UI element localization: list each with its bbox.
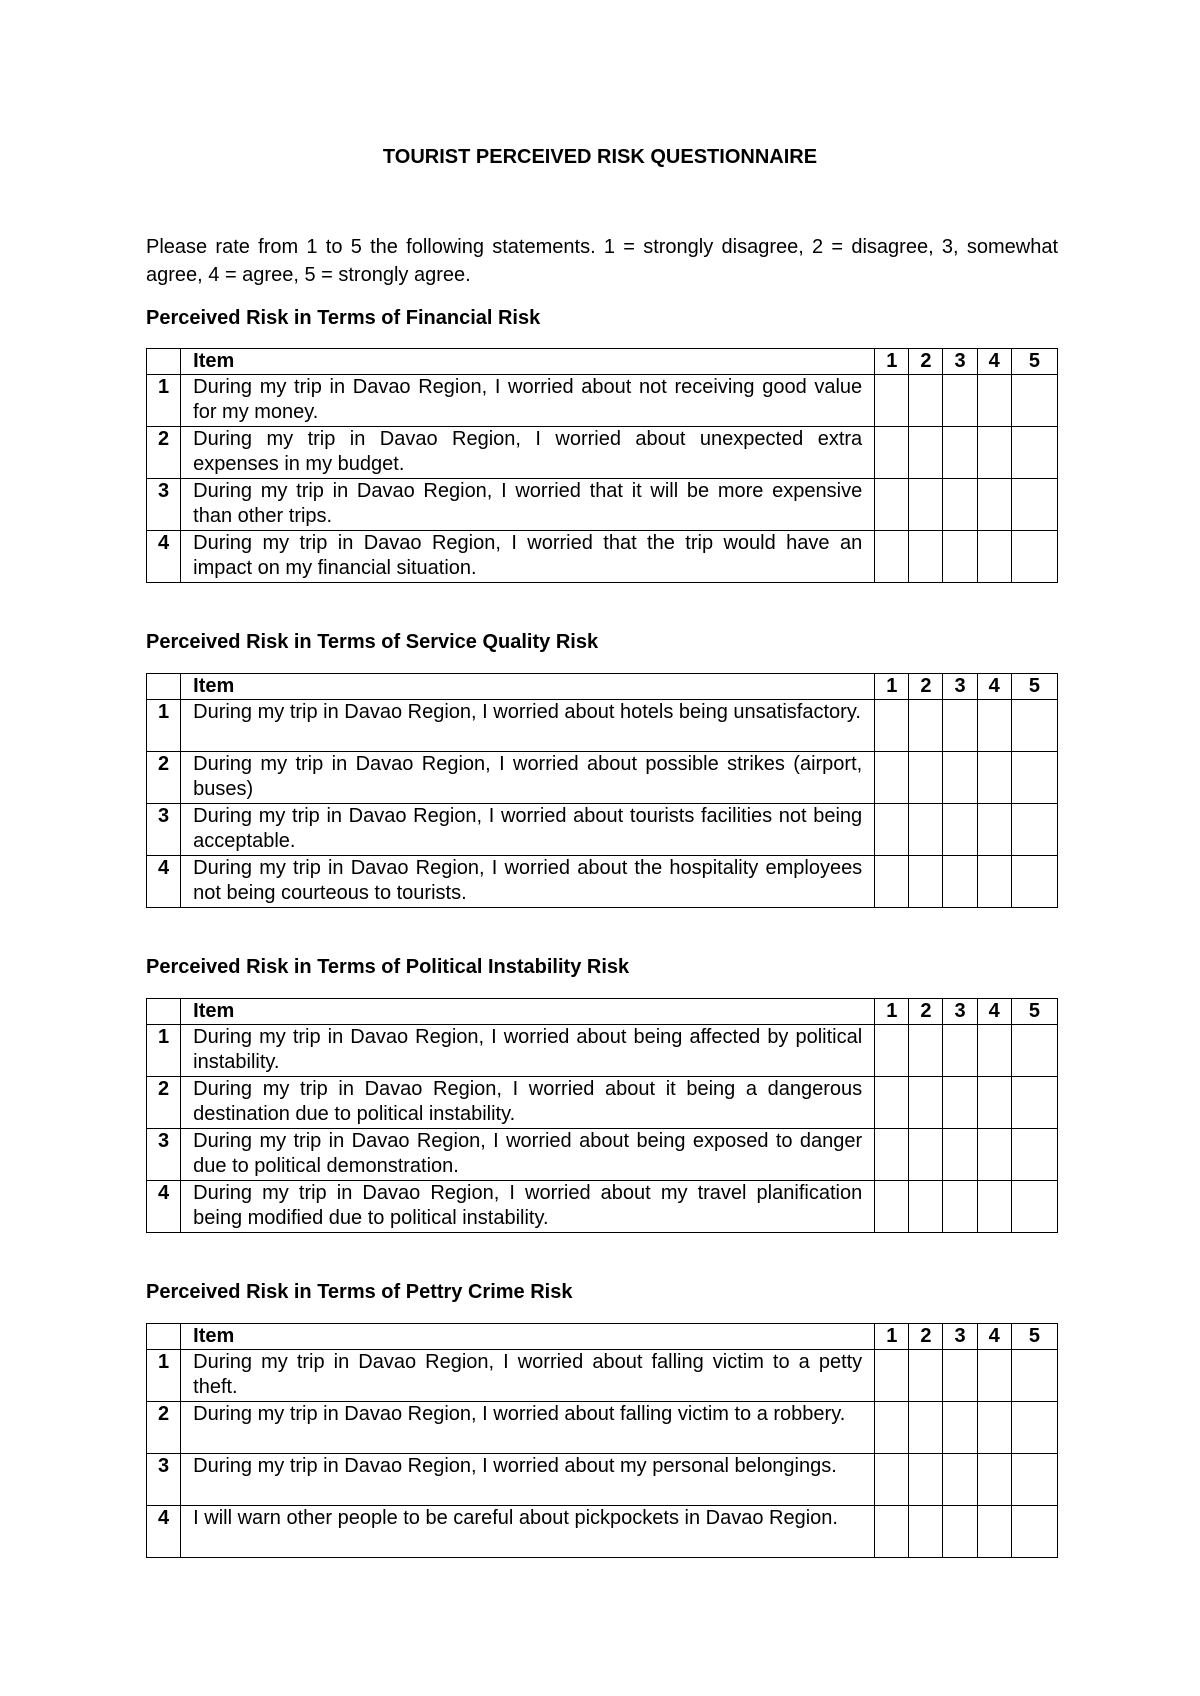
- rating-cell-5[interactable]: [1011, 804, 1057, 856]
- header-score-1: 1: [875, 999, 909, 1025]
- rating-cell-1[interactable]: [875, 427, 909, 479]
- item-statement: During my trip in Davao Region, I worried about tourists facilities not being acceptable.: [181, 804, 875, 856]
- item-statement: During my trip in Davao Region, I worried about falling victim to a petty theft.: [181, 1350, 875, 1402]
- section-heading-service-quality: Perceived Risk in Terms of Service Quality Risk: [146, 631, 599, 653]
- item-number: 4: [147, 1181, 181, 1233]
- table-row: [147, 856, 1058, 908]
- rating-cell-4[interactable]: [977, 531, 1011, 583]
- table-row: [147, 427, 1058, 479]
- rating-cell-5[interactable]: [1011, 1350, 1057, 1402]
- header-number-cell: [147, 674, 181, 700]
- item-statement: During my trip in Davao Region, I worried about my travel planification being modified due to political instability.: [181, 1181, 875, 1233]
- rating-cell-5[interactable]: [1011, 752, 1057, 804]
- rating-cell-3[interactable]: [943, 752, 977, 804]
- rating-cell-4[interactable]: [977, 856, 1011, 908]
- rating-cell-3[interactable]: [943, 856, 977, 908]
- item-statement: During my trip in Davao Region, I worried about unexpected extra expenses in my budget.: [181, 427, 875, 479]
- header-score-3: 3: [943, 1324, 977, 1350]
- rating-cell-4[interactable]: [977, 1402, 1011, 1454]
- section-heading-political-instability: Perceived Risk in Terms of Political Instability Risk: [146, 956, 630, 978]
- rating-table-petty-crime: [146, 1323, 1058, 1558]
- item-number: 3: [147, 804, 181, 856]
- item-statement: During my trip in Davao Region, I worried about being affected by political instability.: [181, 1025, 875, 1077]
- section-heading-financial: Perceived Risk in Terms of Financial Risk: [146, 307, 541, 329]
- rating-cell-1[interactable]: [875, 856, 909, 908]
- item-statement: During my trip in Davao Region, I worried about the hospitality employees not being courteous to tourists.: [181, 856, 875, 908]
- rating-cell-4[interactable]: [977, 1506, 1011, 1558]
- header-number-cell: [147, 999, 181, 1025]
- rating-cell-4[interactable]: [977, 752, 1011, 804]
- rating-cell-2[interactable]: [909, 804, 943, 856]
- header-score-3: 3: [943, 674, 977, 700]
- rating-cell-2[interactable]: [909, 752, 943, 804]
- rating-cell-4[interactable]: [977, 479, 1011, 531]
- rating-cell-1[interactable]: [875, 375, 909, 427]
- table-row: [147, 1025, 1058, 1077]
- rating-cell-1[interactable]: [875, 804, 909, 856]
- header-score-1: 1: [875, 1324, 909, 1350]
- item-number: 2: [147, 1402, 181, 1454]
- rating-cell-2[interactable]: [909, 1181, 943, 1233]
- rating-cell-5[interactable]: [1011, 1402, 1057, 1454]
- rating-cell-5[interactable]: [1011, 1077, 1057, 1129]
- rating-cell-5[interactable]: [1011, 427, 1057, 479]
- header-score-5: 5: [1011, 349, 1057, 375]
- rating-cell-5[interactable]: [1011, 700, 1057, 752]
- item-number: 3: [147, 1454, 181, 1506]
- item-number: 1: [147, 375, 181, 427]
- rating-cell-2[interactable]: [909, 479, 943, 531]
- rating-table-financial: [146, 348, 1058, 583]
- table-header-row: [147, 674, 1058, 700]
- rating-cell-1[interactable]: [875, 531, 909, 583]
- rating-cell-3[interactable]: [943, 1506, 977, 1558]
- item-statement: During my trip in Davao Region, I worried about hotels being unsatisfactory.: [181, 700, 875, 752]
- item-statement: During my trip in Davao Region, I worried that the trip would have an impact on my financial situation.: [181, 531, 875, 583]
- header-item-label: Item: [181, 999, 875, 1025]
- table-row: [147, 752, 1058, 804]
- rating-cell-2[interactable]: [909, 856, 943, 908]
- table-row: [147, 479, 1058, 531]
- header-score-1: 1: [875, 349, 909, 375]
- header-score-2: 2: [909, 674, 943, 700]
- table-header-row: [147, 349, 1058, 375]
- header-score-4: 4: [977, 349, 1011, 375]
- rating-cell-1[interactable]: [875, 1025, 909, 1077]
- table-row: [147, 1129, 1058, 1181]
- header-score-4: 4: [977, 999, 1011, 1025]
- table-row: [147, 1402, 1058, 1454]
- item-statement: During my trip in Davao Region, I worried about falling victim to a robbery.: [181, 1402, 875, 1454]
- header-score-2: 2: [909, 999, 943, 1025]
- table-row: [147, 804, 1058, 856]
- rating-cell-4[interactable]: [977, 1025, 1011, 1077]
- section-heading-petty-crime: Perceived Risk in Terms of Pettry Crime Risk: [146, 1281, 573, 1303]
- rating-cell-5[interactable]: [1011, 856, 1057, 908]
- item-statement: I will warn other people to be careful about pickpockets in Davao Region.: [181, 1506, 875, 1558]
- item-statement: During my trip in Davao Region, I worried about possible strikes (airport, buses): [181, 752, 875, 804]
- rating-cell-2[interactable]: [909, 1077, 943, 1129]
- header-score-2: 2: [909, 349, 943, 375]
- table-header-row: [147, 999, 1058, 1025]
- header-number-cell: [147, 349, 181, 375]
- page-title: TOURIST PERCEIVED RISK QUESTIONNAIRE: [382, 146, 818, 168]
- rating-cell-5[interactable]: [1011, 1454, 1057, 1506]
- header-score-1: 1: [875, 674, 909, 700]
- item-number: 1: [147, 1350, 181, 1402]
- rating-cell-4[interactable]: [977, 700, 1011, 752]
- rating-cell-1[interactable]: [875, 1077, 909, 1129]
- table-row: [147, 1181, 1058, 1233]
- rating-cell-5[interactable]: [1011, 479, 1057, 531]
- rating-cell-5[interactable]: [1011, 1506, 1057, 1558]
- rating-cell-1[interactable]: [875, 752, 909, 804]
- item-number: 3: [147, 1129, 181, 1181]
- item-number: 2: [147, 1077, 181, 1129]
- rating-cell-3[interactable]: [943, 1077, 977, 1129]
- rating-cell-1[interactable]: [875, 1402, 909, 1454]
- header-score-3: 3: [943, 349, 977, 375]
- rating-table-political-instability: [146, 998, 1058, 1233]
- table-row: [147, 531, 1058, 583]
- rating-cell-5[interactable]: [1011, 375, 1057, 427]
- item-statement: During my trip in Davao Region, I worried about it being a dangerous destination due to political instability.: [181, 1077, 875, 1129]
- item-statement: During my trip in Davao Region, I worried about my personal belongings.: [181, 1454, 875, 1506]
- rating-cell-4[interactable]: [977, 1350, 1011, 1402]
- rating-cell-1[interactable]: [875, 1454, 909, 1506]
- item-number: 1: [147, 700, 181, 752]
- rating-cell-3[interactable]: [943, 1025, 977, 1077]
- rating-table-service-quality: [146, 673, 1058, 908]
- rating-cell-4[interactable]: [977, 1129, 1011, 1181]
- rating-cell-2[interactable]: [909, 1506, 943, 1558]
- rating-cell-4[interactable]: [977, 1454, 1011, 1506]
- header-score-5: 5: [1011, 674, 1057, 700]
- header-item-label: Item: [181, 349, 875, 375]
- header-score-4: 4: [977, 1324, 1011, 1350]
- rating-cell-2[interactable]: [909, 427, 943, 479]
- rating-cell-2[interactable]: [909, 1454, 943, 1506]
- rating-cell-1[interactable]: [875, 700, 909, 752]
- item-statement: During my trip in Davao Region, I worried about not receiving good value for my money.: [181, 375, 875, 427]
- item-number: 3: [147, 479, 181, 531]
- rating-cell-2[interactable]: [909, 375, 943, 427]
- rating-cell-5[interactable]: [1011, 1181, 1057, 1233]
- rating-cell-3[interactable]: [943, 1350, 977, 1402]
- item-number: 4: [147, 531, 181, 583]
- rating-cell-3[interactable]: [943, 375, 977, 427]
- item-statement: During my trip in Davao Region, I worried that it will be more expensive than other trips.: [181, 479, 875, 531]
- rating-cell-3[interactable]: [943, 531, 977, 583]
- rating-cell-1[interactable]: [875, 479, 909, 531]
- rating-cell-1[interactable]: [875, 1506, 909, 1558]
- rating-cell-2[interactable]: [909, 1350, 943, 1402]
- item-statement: During my trip in Davao Region, I worried about being exposed to danger due to political demonstration.: [181, 1129, 875, 1181]
- rating-cell-3[interactable]: [943, 1402, 977, 1454]
- table-row: [147, 1350, 1058, 1402]
- rating-cell-5[interactable]: [1011, 1129, 1057, 1181]
- rating-cell-1[interactable]: [875, 1129, 909, 1181]
- item-number: 4: [147, 1506, 181, 1558]
- rating-cell-3[interactable]: [943, 479, 977, 531]
- header-number-cell: [147, 1324, 181, 1350]
- item-number: 1: [147, 1025, 181, 1077]
- rating-cell-4[interactable]: [977, 804, 1011, 856]
- rating-cell-1[interactable]: [875, 1181, 909, 1233]
- item-number: 2: [147, 427, 181, 479]
- table-row: [147, 700, 1058, 752]
- rating-cell-4[interactable]: [977, 427, 1011, 479]
- rating-cell-3[interactable]: [943, 1181, 977, 1233]
- table-row: [147, 1077, 1058, 1129]
- rating-cell-1[interactable]: [875, 1350, 909, 1402]
- rating-cell-3[interactable]: [943, 804, 977, 856]
- rating-cell-2[interactable]: [909, 1402, 943, 1454]
- header-item-label: Item: [181, 674, 875, 700]
- rating-cell-3[interactable]: [943, 427, 977, 479]
- rating-cell-4[interactable]: [977, 375, 1011, 427]
- instructions-text: Please rate from 1 to 5 the following statements. 1 = strongly disagree, 2 = disagree, 3, somewhat agree, 4 = agree, 5 = strongly agree.: [146, 236, 1058, 286]
- table-header-row: [147, 1324, 1058, 1350]
- rating-cell-2[interactable]: [909, 531, 943, 583]
- rating-cell-2[interactable]: [909, 1129, 943, 1181]
- table-row: [147, 375, 1058, 427]
- header-score-3: 3: [943, 999, 977, 1025]
- rating-cell-5[interactable]: [1011, 531, 1057, 583]
- rating-cell-4[interactable]: [977, 1181, 1011, 1233]
- rating-cell-2[interactable]: [909, 700, 943, 752]
- rating-cell-3[interactable]: [943, 1454, 977, 1506]
- rating-cell-3[interactable]: [943, 700, 977, 752]
- header-item-label: Item: [181, 1324, 875, 1350]
- rating-cell-2[interactable]: [909, 1025, 943, 1077]
- rating-cell-4[interactable]: [977, 1077, 1011, 1129]
- header-score-5: 5: [1011, 999, 1057, 1025]
- item-number: 2: [147, 752, 181, 804]
- table-row: [147, 1454, 1058, 1506]
- rating-cell-5[interactable]: [1011, 1025, 1057, 1077]
- header-score-5: 5: [1011, 1324, 1057, 1350]
- item-number: 4: [147, 856, 181, 908]
- header-score-2: 2: [909, 1324, 943, 1350]
- table-row: [147, 1506, 1058, 1558]
- rating-cell-3[interactable]: [943, 1129, 977, 1181]
- header-score-4: 4: [977, 674, 1011, 700]
